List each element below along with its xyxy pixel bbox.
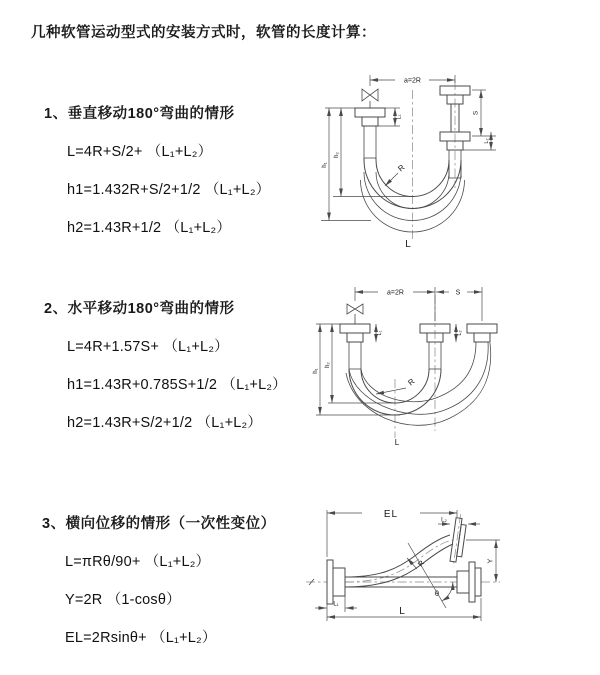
section-2-heading: 2、水平移动180°弯曲的情形 xyxy=(44,301,235,317)
dim-label-y: Y xyxy=(487,558,495,564)
hose-centerline xyxy=(345,540,453,582)
diagram-vertical-180-bend xyxy=(315,70,600,260)
dim-label-h2: h₂ xyxy=(334,152,340,158)
dimensions xyxy=(321,75,496,250)
section-3-heading: 3、横向位移的情形（一次性变位） xyxy=(42,516,276,532)
dimensions xyxy=(313,287,482,447)
dim-label-l: L xyxy=(399,606,405,617)
dim-label-l2: L₂ xyxy=(484,138,490,144)
length-label: L xyxy=(405,239,411,250)
page-title: 几种软管运动型式的安装方式时，软管的长度计算： xyxy=(31,25,376,41)
valve-icon xyxy=(362,89,378,101)
flange-hub xyxy=(457,571,469,593)
dim-label-l1: L₁ xyxy=(333,601,339,608)
dim-label-l2: L₂ xyxy=(457,330,463,336)
dim-label-el: EL xyxy=(383,509,399,520)
hose-u-curves xyxy=(346,342,491,425)
left-pipe-assembly xyxy=(340,304,370,369)
flange xyxy=(340,324,370,333)
dim-label-l2: L₂ xyxy=(441,517,447,524)
displaced-hose-curve xyxy=(345,535,453,587)
flange-plate xyxy=(450,518,462,562)
theta-label: θ xyxy=(434,589,440,598)
diagram-lateral-displacement xyxy=(300,505,600,655)
dim-label-a2r: a=2R xyxy=(387,289,404,297)
flange xyxy=(467,324,497,333)
dim-label-h1: h₁ xyxy=(322,162,328,168)
formula-line: L=4R+1.57S+ （L₁+L₂） xyxy=(67,339,229,355)
formula-line: h1=1.432R+S/2+1/2 （L₁+L₂） xyxy=(67,182,271,198)
displaced-flange-assembly xyxy=(449,514,467,568)
section-1-heading: 1、垂直移动180°弯曲的情形 xyxy=(44,106,235,122)
braided-hose-section xyxy=(349,342,361,369)
dim-label-s: S xyxy=(455,289,461,297)
shifted-pipe-assembly xyxy=(467,324,497,342)
dimensions xyxy=(315,509,500,621)
formula-line: h2=1.43R+S/2+1/2 （L₁+L₂） xyxy=(67,415,263,431)
right-flange-assembly xyxy=(457,562,481,602)
braided-hose-section xyxy=(364,126,376,158)
section-2 xyxy=(44,297,287,432)
flange-plate xyxy=(327,560,333,604)
formula-line: EL=2Rsinθ+ （L₁+L₂） xyxy=(65,630,217,646)
dim-label-s: S xyxy=(472,110,480,116)
left-pipe-assembly xyxy=(355,89,385,158)
vertical-bend-drawing xyxy=(315,70,600,260)
section-3 xyxy=(42,512,276,647)
flange-plate xyxy=(475,568,481,596)
formula-line: h1=1.43R+0.785S+1/2 （L₁+L₂） xyxy=(67,377,287,393)
section-1 xyxy=(44,102,270,237)
dim-label-h1: h₁ xyxy=(313,368,319,374)
flange-hub xyxy=(474,333,490,342)
lateral-displacement-drawing xyxy=(300,505,600,655)
dim-label-l1: L₁ xyxy=(396,114,403,120)
left-flange-assembly xyxy=(327,560,345,604)
flange xyxy=(355,108,385,117)
flange-hub xyxy=(347,333,363,342)
formula-line: L=πRθ/90+ （L₁+L₂） xyxy=(65,554,211,570)
formula-line: Y=2R （1-cosθ） xyxy=(65,592,181,608)
formula-line: h2=1.43R+1/2 （L₁+L₂） xyxy=(67,220,232,236)
dim-label-a2r: a=2R xyxy=(404,77,421,85)
flange-hub xyxy=(333,568,345,596)
horizontal-bend-drawing xyxy=(310,283,600,453)
flange-plate xyxy=(469,562,475,602)
diagram-horizontal-180-bend xyxy=(310,283,600,453)
valve-icon xyxy=(347,304,363,314)
flange-plate xyxy=(457,524,466,556)
radius-label: R xyxy=(406,376,417,388)
flange-hub xyxy=(362,117,378,126)
dim-label-l1: L₁ xyxy=(377,330,383,336)
radius-label: R xyxy=(415,558,427,569)
dim-label-h2: h₂ xyxy=(325,362,331,368)
length-label: L xyxy=(394,438,400,447)
angle-construction xyxy=(408,543,453,608)
radius-label: R xyxy=(396,162,407,174)
formula-line: L=4R+S/2+ （L₁+L₂） xyxy=(67,144,213,160)
